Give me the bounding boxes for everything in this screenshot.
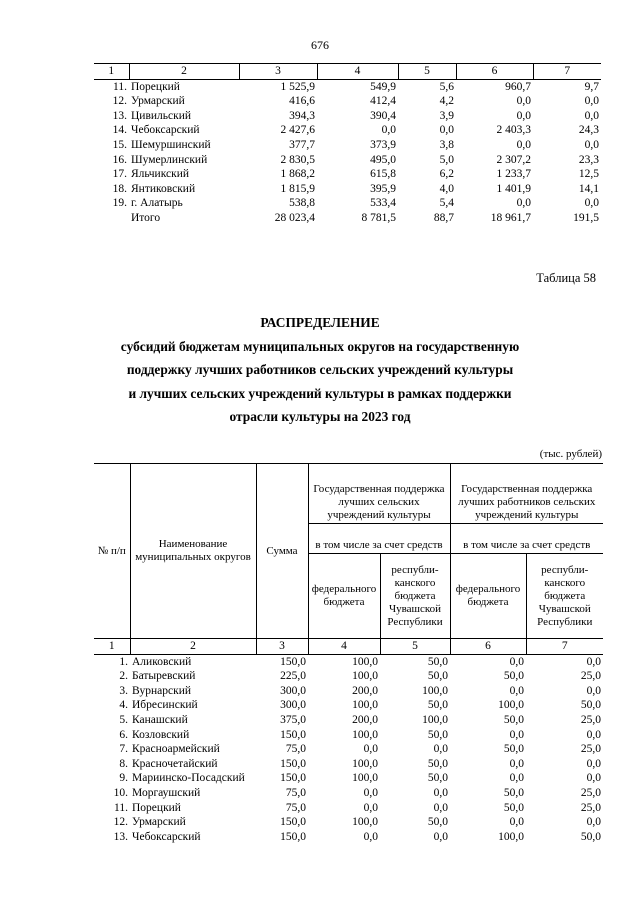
table-row bbox=[94, 742, 603, 757]
value-cell: 0,0 bbox=[433, 830, 448, 843]
value-cell: 100,0 bbox=[422, 684, 448, 697]
value-cell: 0,0 bbox=[363, 786, 378, 799]
total-sum: 150,0 bbox=[280, 772, 306, 785]
value-cell: 100,0 bbox=[352, 728, 378, 741]
value-cell: 0,0 bbox=[433, 786, 448, 799]
value-cell: 50,0 bbox=[503, 786, 524, 799]
value-cell: 0,0 bbox=[433, 801, 448, 814]
total-sum: 150,0 bbox=[280, 830, 306, 843]
value-cell: 0,0 bbox=[586, 757, 601, 770]
row-number: 2. bbox=[119, 670, 128, 683]
row-number: 5. bbox=[119, 713, 128, 726]
row-number: 17. bbox=[112, 168, 127, 181]
total-sum: 225,0 bbox=[280, 670, 306, 683]
total-sum: 416,6 bbox=[289, 95, 315, 108]
document-title bbox=[60, 311, 580, 429]
table-row bbox=[94, 182, 601, 197]
total-sum: 150,0 bbox=[280, 655, 306, 668]
total-sum: 28 023,4 bbox=[274, 211, 315, 224]
value-cell: 1 233,7 bbox=[496, 168, 531, 181]
row-number: 11. bbox=[114, 801, 128, 814]
table-row bbox=[94, 123, 601, 138]
value-cell: 0,0 bbox=[433, 743, 448, 756]
row-number: 3. bbox=[119, 684, 128, 697]
value-cell: 25,0 bbox=[580, 743, 601, 756]
total-sum: 2 830,5 bbox=[280, 153, 315, 166]
total-sum: 75,0 bbox=[285, 786, 306, 799]
value-cell: 0,0 bbox=[363, 830, 378, 843]
header-including-1: в том числе за счет средств bbox=[308, 524, 450, 554]
value-cell: 50,0 bbox=[427, 772, 448, 785]
column-number-row bbox=[94, 639, 603, 655]
value-cell: 50,0 bbox=[427, 699, 448, 712]
row-number: 9. bbox=[119, 772, 128, 785]
municipality-name: Чебоксарский bbox=[132, 830, 201, 843]
municipality-name: Шемуршинский bbox=[131, 138, 211, 151]
value-cell: 0,0 bbox=[586, 772, 601, 785]
value-cell: 2 403,3 bbox=[496, 124, 531, 137]
header-sum: Сумма bbox=[256, 464, 308, 639]
table-row bbox=[94, 815, 603, 830]
municipality-name: Красночетайский bbox=[132, 757, 218, 770]
value-cell: 0,0 bbox=[586, 655, 601, 668]
value-cell: 0,0 bbox=[509, 655, 524, 668]
municipality-name: Батыревский bbox=[132, 670, 196, 683]
total-sum: 150,0 bbox=[280, 728, 306, 741]
row-number: 6. bbox=[119, 728, 128, 741]
row-number bbox=[94, 211, 129, 226]
value-cell: 24,3 bbox=[578, 124, 599, 137]
header-federal-2: федерального бюджета bbox=[450, 554, 526, 639]
municipality-name: Козловский bbox=[132, 728, 190, 741]
row-number: 14. bbox=[112, 124, 127, 137]
value-cell: 4,2 bbox=[439, 95, 454, 108]
value-cell: 100,0 bbox=[352, 655, 378, 668]
table-row bbox=[94, 167, 601, 182]
total-sum: 300,0 bbox=[280, 684, 306, 697]
column-number: 2 bbox=[129, 64, 239, 80]
value-cell: 100,0 bbox=[352, 816, 378, 829]
header-including-2: в том числе за счет средств bbox=[450, 524, 603, 554]
value-cell: 960,7 bbox=[505, 80, 531, 93]
column-number: 7 bbox=[526, 639, 603, 655]
municipality-name: Урмарский bbox=[131, 95, 185, 108]
value-cell: 0,0 bbox=[516, 138, 531, 151]
row-number: 1. bbox=[119, 655, 128, 668]
value-cell: 0,0 bbox=[509, 757, 524, 770]
value-cell: 100,0 bbox=[352, 772, 378, 785]
column-number: 6 bbox=[450, 639, 526, 655]
value-cell: 100,0 bbox=[422, 713, 448, 726]
row-number: 16. bbox=[112, 153, 127, 166]
table-row bbox=[94, 713, 603, 728]
value-cell: 25,0 bbox=[580, 786, 601, 799]
value-cell: 25,0 bbox=[580, 713, 601, 726]
value-cell: 549,9 bbox=[370, 80, 396, 93]
table-row bbox=[94, 109, 601, 124]
value-cell: 50,0 bbox=[427, 757, 448, 770]
table-row bbox=[94, 153, 601, 168]
value-cell: 3,8 bbox=[439, 138, 454, 151]
municipality-name: Моргаушский bbox=[132, 786, 201, 799]
row-number: 12. bbox=[112, 95, 127, 108]
value-cell: 0,0 bbox=[516, 109, 531, 122]
row-number: 19. bbox=[112, 197, 127, 210]
value-cell: 0,0 bbox=[363, 801, 378, 814]
value-cell: 18 961,7 bbox=[490, 211, 531, 224]
municipality-name: Шумерлинский bbox=[131, 153, 208, 166]
page-number: 676 bbox=[311, 38, 329, 52]
table-label: Таблица 58 bbox=[536, 271, 596, 285]
value-cell: 0,0 bbox=[509, 772, 524, 785]
total-sum: 75,0 bbox=[285, 743, 306, 756]
value-cell: 50,0 bbox=[580, 830, 601, 843]
value-cell: 395,9 bbox=[370, 182, 396, 195]
total-sum: 1 815,9 bbox=[280, 182, 315, 195]
table-row bbox=[94, 196, 601, 211]
header-federal-1: федерального бюджета bbox=[308, 554, 380, 639]
value-cell: 0,0 bbox=[509, 728, 524, 741]
row-number: 11. bbox=[113, 80, 127, 93]
value-cell: 0,0 bbox=[509, 816, 524, 829]
column-number: 6 bbox=[456, 64, 533, 80]
column-number: 4 bbox=[317, 64, 398, 80]
column-number: 5 bbox=[380, 639, 450, 655]
municipality-name: Вурнарский bbox=[132, 684, 192, 697]
value-cell: 100,0 bbox=[498, 699, 524, 712]
total-sum: 150,0 bbox=[280, 757, 306, 770]
table-row bbox=[94, 138, 601, 153]
value-cell: 8 781,5 bbox=[361, 211, 396, 224]
municipality-name: Чебоксарский bbox=[131, 124, 200, 137]
row-number: 10. bbox=[113, 786, 128, 799]
row-number: 8. bbox=[119, 757, 128, 770]
column-number: 7 bbox=[533, 64, 601, 80]
table-row bbox=[94, 698, 603, 713]
value-cell: 0,0 bbox=[439, 124, 454, 137]
municipality-name: Янтиковский bbox=[131, 182, 196, 195]
total-sum: 1 868,2 bbox=[280, 168, 315, 181]
total-sum: 150,0 bbox=[280, 816, 306, 829]
value-cell: 50,0 bbox=[503, 743, 524, 756]
value-cell: 100,0 bbox=[352, 757, 378, 770]
value-cell: 615,8 bbox=[370, 168, 396, 181]
header-num: № п/п bbox=[94, 464, 130, 639]
value-cell: 50,0 bbox=[427, 670, 448, 683]
value-cell: 200,0 bbox=[352, 684, 378, 697]
column-number: 1 bbox=[94, 639, 130, 655]
continuation-table bbox=[94, 63, 601, 226]
value-cell: 2 307,2 bbox=[496, 153, 531, 166]
value-cell: 4,0 bbox=[439, 182, 454, 195]
row-number: 12. bbox=[113, 816, 128, 829]
value-cell: 9,7 bbox=[584, 80, 599, 93]
value-cell: 0,0 bbox=[586, 728, 601, 741]
value-cell: 200,0 bbox=[352, 713, 378, 726]
municipality-name: Ибресинский bbox=[132, 699, 198, 712]
value-cell: 100,0 bbox=[352, 670, 378, 683]
total-sum: 1 525,9 bbox=[280, 80, 315, 93]
column-number: 4 bbox=[308, 639, 380, 655]
title-line: и лучших сельских учреждений культуры в рамках поддержки bbox=[128, 385, 512, 401]
row-number: 13. bbox=[112, 109, 127, 122]
table-row bbox=[94, 830, 603, 845]
value-cell: 495,0 bbox=[370, 153, 396, 166]
value-cell: 6,2 bbox=[439, 168, 454, 181]
value-cell: 0,0 bbox=[586, 684, 601, 697]
value-cell: 50,0 bbox=[503, 801, 524, 814]
header-name: Наименование муниципальных округов bbox=[130, 464, 256, 639]
value-cell: 533,4 bbox=[370, 197, 396, 210]
municipality-name: г. Алатырь bbox=[131, 197, 183, 210]
total-sum: 2 427,6 bbox=[280, 124, 315, 137]
value-cell: 3,9 bbox=[439, 109, 454, 122]
value-cell: 0,0 bbox=[584, 138, 599, 151]
column-number: 3 bbox=[256, 639, 308, 655]
value-cell: 88,7 bbox=[433, 211, 454, 224]
value-cell: 50,0 bbox=[427, 655, 448, 668]
row-number: 7. bbox=[119, 743, 128, 756]
value-cell: 0,0 bbox=[584, 197, 599, 210]
column-number: 3 bbox=[239, 64, 317, 80]
municipality-name: Канашский bbox=[132, 713, 188, 726]
value-cell: 5,0 bbox=[439, 153, 454, 166]
title-line: поддержку лучших работников сельских учреждений культуры bbox=[126, 362, 514, 377]
total-sum: 394,3 bbox=[289, 109, 315, 122]
value-cell: 100,0 bbox=[498, 830, 524, 843]
value-cell: 373,9 bbox=[370, 138, 396, 151]
table-row bbox=[94, 79, 601, 94]
table-row bbox=[94, 684, 603, 699]
municipality-name: Аликовский bbox=[132, 655, 192, 668]
value-cell: 0,0 bbox=[584, 109, 599, 122]
municipality-name: Итого bbox=[131, 211, 161, 224]
header-row bbox=[94, 464, 603, 524]
municipality-name: Красноармейский bbox=[132, 743, 220, 756]
value-cell: 50,0 bbox=[427, 816, 448, 829]
units-note: (тыс. рублей) bbox=[539, 448, 602, 460]
value-cell: 0,0 bbox=[586, 816, 601, 829]
value-cell: 390,4 bbox=[370, 109, 396, 122]
table-row bbox=[94, 771, 603, 786]
value-cell: 50,0 bbox=[503, 713, 524, 726]
column-number: 2 bbox=[130, 639, 256, 655]
row-number: 4. bbox=[119, 699, 128, 712]
value-cell: 5,6 bbox=[439, 80, 454, 93]
value-cell: 23,3 bbox=[578, 153, 599, 166]
municipality-name: Цивильский bbox=[131, 109, 192, 122]
row-number: 13. bbox=[113, 830, 128, 843]
column-number: 5 bbox=[398, 64, 456, 80]
value-cell: 25,0 bbox=[580, 801, 601, 814]
header-republic-1: республиканского бюджета Чувашской Республики bbox=[380, 554, 450, 639]
total-sum: 300,0 bbox=[280, 699, 306, 712]
total-sum: 377,7 bbox=[289, 138, 315, 151]
table-row bbox=[94, 669, 603, 684]
value-cell: 25,0 bbox=[580, 670, 601, 683]
table-row bbox=[94, 801, 603, 816]
value-cell: 12,5 bbox=[578, 168, 599, 181]
value-cell: 191,5 bbox=[573, 211, 599, 224]
table-row bbox=[94, 728, 603, 743]
column-number: 1 bbox=[94, 64, 129, 80]
value-cell: 0,0 bbox=[584, 95, 599, 108]
total-sum: 375,0 bbox=[280, 713, 306, 726]
value-cell: 0,0 bbox=[509, 684, 524, 697]
municipality-name: Порецкий bbox=[131, 80, 180, 93]
value-cell: 100,0 bbox=[352, 699, 378, 712]
total-sum: 75,0 bbox=[285, 801, 306, 814]
value-cell: 412,4 bbox=[370, 95, 396, 108]
value-cell: 14,1 bbox=[578, 182, 599, 195]
value-cell: 50,0 bbox=[427, 728, 448, 741]
value-cell: 0,0 bbox=[381, 124, 396, 137]
table-row bbox=[94, 94, 601, 109]
table-row bbox=[94, 757, 603, 772]
value-cell: 50,0 bbox=[580, 699, 601, 712]
table-row bbox=[94, 786, 603, 801]
header-group-institutions: Государственная поддержка лучших сельских учреждений культуры bbox=[308, 464, 450, 524]
value-cell: 0,0 bbox=[363, 743, 378, 756]
municipality-name: Порецкий bbox=[132, 801, 181, 814]
title-line: отрасли культуры на 2023 год bbox=[229, 409, 411, 424]
municipality-name: Урмарский bbox=[132, 816, 186, 829]
value-cell: 50,0 bbox=[503, 670, 524, 683]
municipality-name: Мариинско-Посадский bbox=[132, 772, 245, 785]
value-cell: 1 401,9 bbox=[496, 182, 531, 195]
value-cell: 0,0 bbox=[516, 197, 531, 210]
title-line: субсидий бюджетам муниципальных округов на государственную bbox=[120, 338, 520, 354]
row-number: 15. bbox=[112, 138, 127, 151]
value-cell: 0,0 bbox=[516, 95, 531, 108]
header-group-workers: Государственная поддержка лучших работников сельских учреждений культуры bbox=[450, 464, 603, 524]
subsidy-table bbox=[94, 463, 603, 844]
table-row bbox=[94, 654, 603, 669]
title-line: РАСПРЕДЕЛЕНИЕ bbox=[260, 315, 380, 330]
header-republic-2: республиканского бюджета Чувашской Республики bbox=[526, 554, 603, 639]
row-number: 18. bbox=[112, 182, 127, 195]
table-row bbox=[94, 211, 601, 226]
total-sum: 538,8 bbox=[289, 197, 315, 210]
municipality-name: Яльчикский bbox=[131, 168, 190, 181]
column-number-row bbox=[94, 64, 601, 80]
value-cell: 5,4 bbox=[439, 197, 454, 210]
